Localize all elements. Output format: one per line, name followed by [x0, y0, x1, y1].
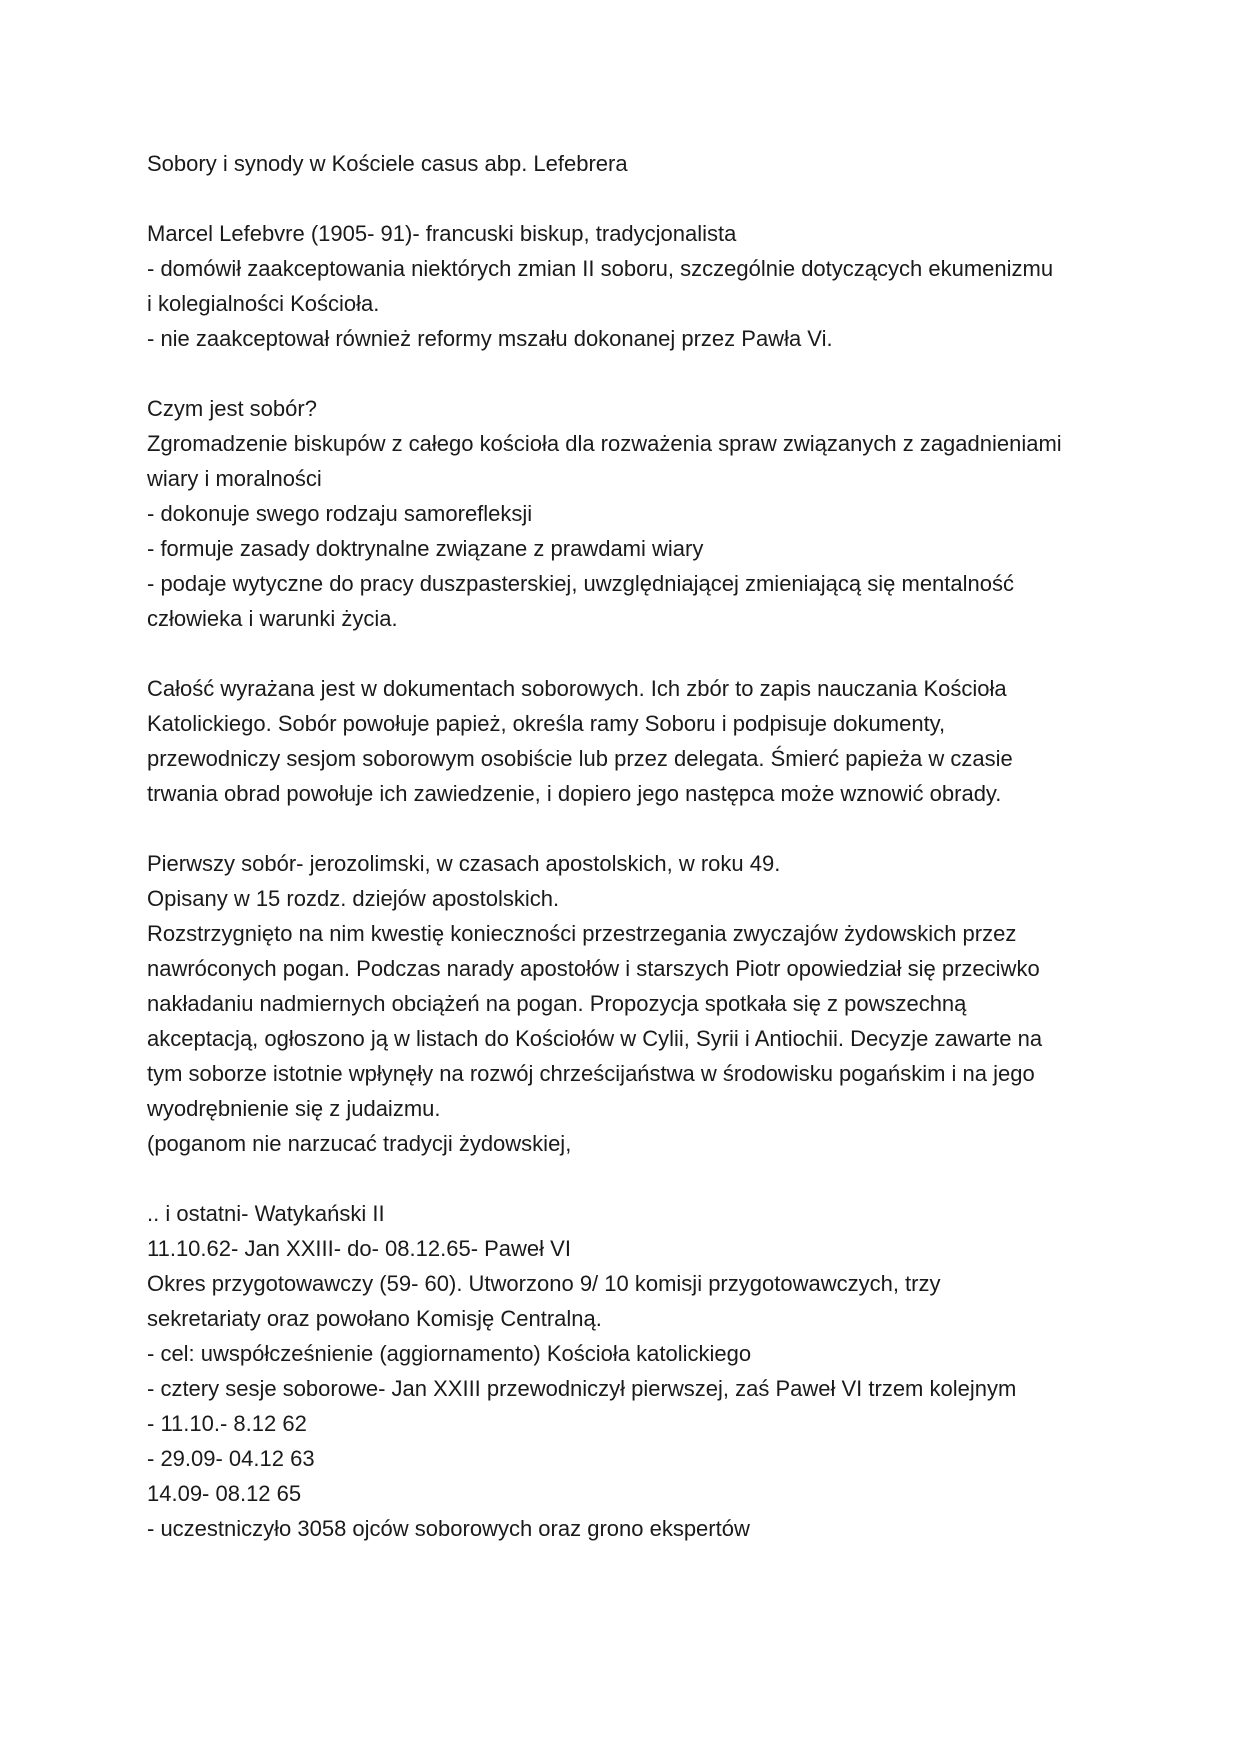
calosc-paragraph-line: Katolickiego. Sobór powołuje papież, określa ramy Soboru i podpisuje dokumenty,	[147, 711, 946, 736]
blank-line	[147, 636, 1107, 671]
ostatni-line: sekretariaty oraz powołano Komisję Centralną.	[147, 1306, 602, 1331]
ostatni-line: 11.10.62- Jan XXIII- do- 08.12.65- Paweł VI	[147, 1236, 571, 1261]
sobor-list-item: - formuje zasady doktrynalne związane z prawdami wiary	[147, 536, 704, 561]
pierwszy-line: (poganom nie narzucać tradycji żydowskiej,	[147, 1131, 572, 1156]
sobor-question: Czym jest sobór?	[147, 396, 317, 421]
document-title: Sobory i synody w Kościele casus abp. Lefebrera	[147, 151, 628, 176]
ostatni-line: Okres przygotowawczy (59- 60). Utworzono 9/ 10 komisji przygotowawczych, trzy	[147, 1271, 941, 1296]
calosc-paragraph-line: przewodniczy sesjom soborowym osobiście lub przez delegata. Śmierć papieża w czasie	[147, 746, 1013, 771]
pierwszy-line: nakładaniu nadmiernych obciążeń na pogan. Propozycja spotkała się z powszechną	[147, 991, 967, 1016]
sobor-definition: wiary i moralności	[147, 466, 322, 491]
pierwszy-line: Pierwszy sobór- jerozolimski, w czasach apostolskich, w roku 49.	[147, 851, 781, 876]
sobor-list-item: - dokonuje swego rodzaju samorefleksji	[147, 501, 533, 526]
blank-line	[147, 356, 1107, 391]
sobor-list-item: człowieka i warunki życia.	[147, 606, 398, 631]
pierwszy-line: nawróconych pogan. Podczas narady apostołów i starszych Piotr opowiedział się przeciwko	[147, 956, 1040, 981]
lefebvre-line: - domówił zaakceptowania niektórych zmian II soboru, szczególnie dotyczących ekumenizmu	[147, 256, 1054, 281]
pierwszy-line: tym soborze istotnie wpłynęły na rozwój chrześcijaństwa w środowisku pogańskim i na jego	[147, 1061, 1035, 1086]
ostatni-line: - cel: uwspółcześnienie (aggiornamento) Kościoła katolickiego	[147, 1341, 752, 1366]
ostatni-line: - 29.09- 04.12 63	[147, 1446, 315, 1471]
ostatni-line: - cztery sesje soborowe- Jan XXIII przewodniczył pierwszej, zaś Paweł VI trzem kolejnym	[147, 1376, 1017, 1401]
lefebvre-line: - nie zaakceptował również reformy mszału dokonanej przez Pawła Vi.	[147, 326, 833, 351]
blank-line	[147, 811, 1107, 846]
ostatni-line: 14.09- 08.12 65	[147, 1481, 302, 1506]
sobor-definition: Zgromadzenie biskupów z całego kościoła dla rozważenia spraw związanych z zagadnieniami	[147, 431, 1062, 456]
ostatni-line: .. i ostatni- Watykański II	[147, 1201, 385, 1226]
pierwszy-line: Rozstrzygnięto na nim kwestię konieczności przestrzegania zwyczajów żydowskich przez	[147, 921, 1017, 946]
pierwszy-line: wyodrębnienie się z judaizmu.	[147, 1096, 441, 1121]
lefebvre-line: i kolegialności Kościoła.	[147, 291, 380, 316]
ostatni-line: - uczestniczyło 3058 ojców soborowych oraz grono ekspertów	[147, 1516, 750, 1541]
blank-line	[147, 181, 1107, 216]
pierwszy-line: Opisany w 15 rozdz. dziejów apostolskich.	[147, 886, 560, 911]
pierwszy-line: akceptacją, ogłoszono ją w listach do Kościołów w Cylii, Syrii i Antiochii. Decyzje zawarte na	[147, 1026, 1043, 1051]
blank-line	[147, 1161, 1107, 1196]
document-body	[147, 146, 1107, 1546]
lefebvre-heading: Marcel Lefebvre (1905- 91)- francuski biskup, tradycjonalista	[147, 221, 737, 246]
sobor-list-item: - podaje wytyczne do pracy duszpasterskiej, uwzględniającej zmieniającą się mentalność	[147, 571, 1014, 596]
calosc-paragraph-line: trwania obrad powołuje ich zawiedzenie, i dopiero jego następca może wznowić obrady.	[147, 781, 1002, 806]
calosc-paragraph-line: Całość wyrażana jest w dokumentach soborowych. Ich zbór to zapis nauczania Kościoła	[147, 676, 1007, 701]
ostatni-line: - 11.10.- 8.12 62	[147, 1411, 307, 1436]
